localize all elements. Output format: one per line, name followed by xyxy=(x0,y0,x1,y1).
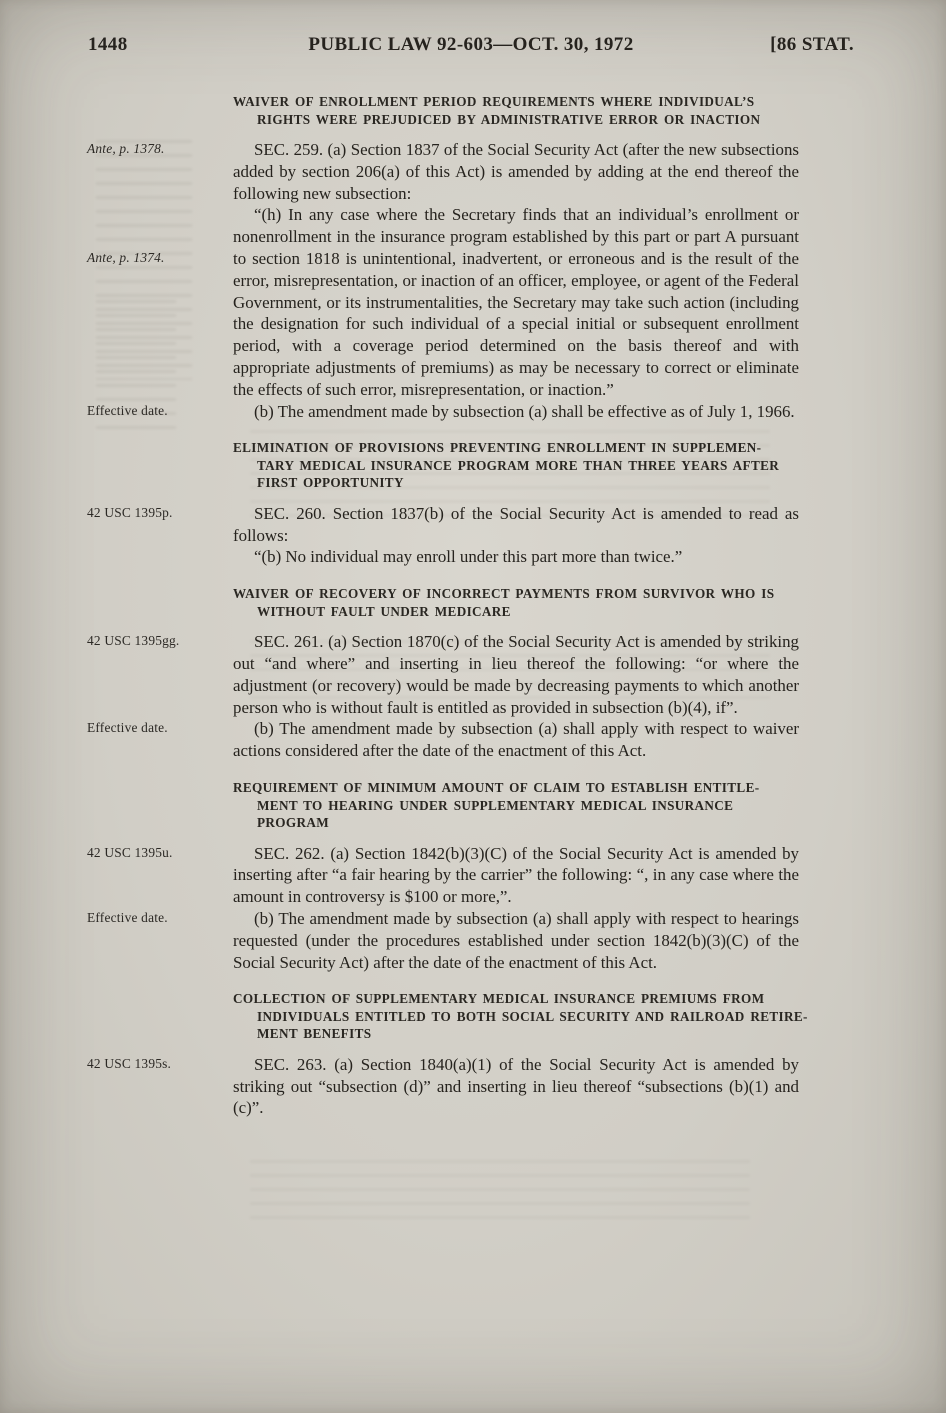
section-heading xyxy=(233,439,799,492)
margin-note: Effective date. xyxy=(87,909,168,925)
paragraph-text: SEC. 259. (a) Section 1837 of the Social Security Act (after the new subsections added by section 206(a) of this Act) is amended by adding at the end thereof the following new subsection: xyxy=(233,140,799,203)
heading-line: FIRST OPPORTUNITY xyxy=(257,475,404,491)
heading-line: PROGRAM xyxy=(257,815,330,831)
paragraph-text: (b) The amendment made by subsection (a) shall apply with respect to hearings requested (under the procedures established under section 1842(b)(3)(C) of the Social Security Act) after the date of the enactment of this Act. xyxy=(233,908,799,972)
section-heading xyxy=(233,585,799,620)
paragraph xyxy=(87,843,799,908)
heading-line: WITHOUT FAULT UNDER MEDICARE xyxy=(257,603,511,619)
section-heading xyxy=(233,779,799,832)
paragraph xyxy=(87,503,799,547)
heading-line: MENT BENEFITS xyxy=(257,1026,372,1042)
document-body xyxy=(87,76,808,1119)
paragraph-text: “(h) In any case where the Secretary finds that an individual’s enrollment or nonenrollment in the insurance program established by this part or part A pursuant to section 1818 is unintentional, inadvertent, or erroneous and is the result of the error, misrepresentation, or inaction of an officer, employee, or agent of the Federal Government, or its instrumentalities, the Secretary may take such action (including the designation for such individual of a special initial or subsequent enrollment period, with a coverage period determined on the basis thereof and with appropriate adjustments of premiums) as may be necessary to correct or eliminate the effects of such error, misrepresentation, or inaction.” xyxy=(233,205,799,399)
paragraph-text: SEC. 260. Section 1837(b) of the Social Security Act is amended to read as follows: xyxy=(233,503,799,545)
running-head xyxy=(88,34,854,60)
paragraph-text: (b) The amendment made by subsection (a) shall be effective as of July 1, 1966. xyxy=(254,401,795,421)
paragraph xyxy=(87,139,799,204)
paragraph-text: SEC. 262. (a) Section 1842(b)(3)(C) of the Social Security Act is amended by inserting after “a fair hearing by the carrier” the following: “, in any case where the amount in controversy is $100 or more,”. xyxy=(233,843,799,907)
paragraph xyxy=(87,908,799,973)
heading-line: INDIVIDUALS ENTITLED TO BOTH SOCIAL SECURITY AND RAILROAD RETIRE- xyxy=(257,1008,808,1024)
heading-line: TARY MEDICAL INSURANCE PROGRAM MORE THAN THREE YEARS AFTER xyxy=(257,457,780,473)
margin-note: Ante, p. 1374. xyxy=(87,249,165,265)
paragraph-text: SEC. 261. (a) Section 1870(c) of the Social Security Act is amended by striking out “and where” and inserting in lieu thereof the following: “or where the adjustment (or recovery) would be made by decreasing payments to which another person who is without fault is entitled as provided in subsection (b)(4), if”. xyxy=(233,632,799,717)
margin-note: 42 USC 1395gg. xyxy=(87,633,180,649)
paragraph xyxy=(87,631,799,718)
paragraph xyxy=(87,718,799,762)
paragraph xyxy=(87,204,799,400)
margin-note: 42 USC 1395u. xyxy=(87,844,173,860)
paragraph-text: “(b) No individual may enroll under this part more than twice.” xyxy=(254,547,683,567)
heading-line: RIGHTS WERE PREJUDICED BY ADMINISTRATIVE ERROR OR INACTION xyxy=(257,111,761,127)
paragraph-text: (b) The amendment made by subsection (a) shall apply with respect to waiver actions considered after the date of the enactment of this Act. xyxy=(233,719,799,761)
bleed-through-artifact xyxy=(250,1160,750,1230)
header-title: PUBLIC LAW 92-603—OCT. 30, 1972 xyxy=(308,34,634,55)
heading-line: WAIVER OF RECOVERY OF INCORRECT PAYMENTS FROM SURVIVOR WHO IS xyxy=(233,586,775,602)
margin-note: Ante, p. 1378. xyxy=(87,141,165,156)
margin-note: Effective date. xyxy=(87,720,168,736)
paragraph xyxy=(233,546,799,568)
section-heading xyxy=(233,990,808,1043)
margin-note: Effective date. xyxy=(87,402,168,418)
margin-note: 42 USC 1395p. xyxy=(87,504,173,520)
paragraph-text: SEC. 263. (a) Section 1840(a)(1) of the Social Security Act is amended by striking out “subsection (d)” and inserting in lieu thereof “subsections (b)(1) and (c)”. xyxy=(233,1054,799,1118)
heading-line: ELIMINATION OF PROVISIONS PREVENTING ENROLLMENT IN SUPPLEMEN- xyxy=(233,440,762,456)
paragraph xyxy=(87,401,799,423)
header-stat-label: [86 STAT. xyxy=(770,34,854,55)
paragraph xyxy=(87,1054,799,1119)
section-heading xyxy=(233,93,799,128)
heading-line: COLLECTION OF SUPPLEMENTARY MEDICAL INSURANCE PREMIUMS FROM xyxy=(233,991,765,1007)
heading-line: MENT TO HEARING UNDER SUPPLEMENTARY MEDICAL INSURANCE xyxy=(257,797,734,813)
margin-note: 42 USC 1395s. xyxy=(87,1055,172,1071)
page-number: 1448 xyxy=(88,34,128,55)
heading-line: WAIVER OF ENROLLMENT PERIOD REQUIREMENTS WHERE INDIVIDUAL’S xyxy=(233,94,755,109)
heading-line: REQUIREMENT OF MINIMUM AMOUNT OF CLAIM TO ESTABLISH ENTITLE- xyxy=(233,780,760,796)
